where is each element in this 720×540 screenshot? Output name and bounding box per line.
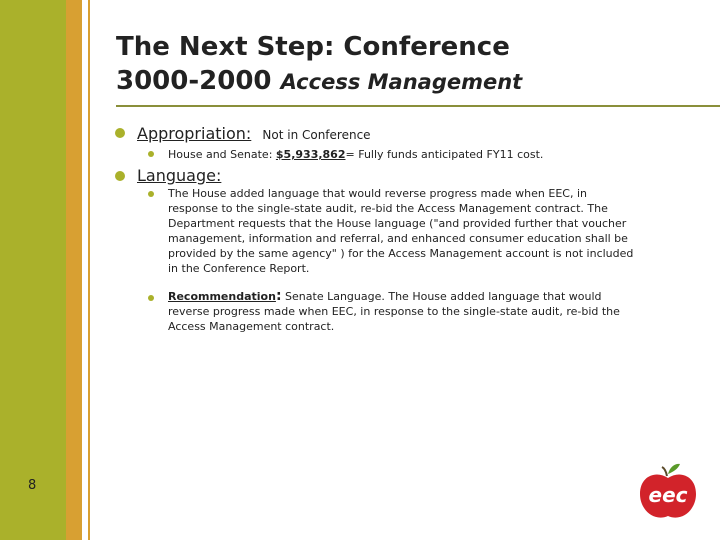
appropriation-amount: $5,933,862	[275, 148, 346, 161]
appropriation-item	[137, 124, 371, 143]
appropriation-note: Not in Conference	[262, 128, 371, 142]
bullet-icon	[115, 171, 125, 181]
language-detail: The House added language that would reverse progress made when EEC, in response to the single-state audit, re-bid the Access Management contract. The Department requests that the House language ("and provided further that voucher management, information and referral, and enhanced consumer education shall be provided by the same agency" ) for the Access Management account is not included in the Conference Report.	[168, 187, 634, 275]
recommendation-colon: :	[275, 288, 282, 304]
appropriation-detail-prefix: House and Senate:	[168, 148, 276, 161]
sub-bullet-icon	[148, 151, 154, 157]
bullet-icon	[115, 128, 125, 138]
title-subject: Access Management	[280, 70, 523, 94]
recommendation-detail	[168, 289, 638, 334]
sub-bullet-icon	[148, 191, 154, 197]
recommendation-label: Recommendation	[168, 290, 276, 303]
title-code: 3000-2000	[116, 66, 281, 96]
decorative-band-gold	[66, 0, 82, 540]
language-heading: Language:	[137, 166, 222, 185]
decorative-band-olive	[0, 0, 66, 540]
apple-logo	[636, 460, 700, 524]
title-line-1: The Next Step: Conference	[116, 32, 510, 62]
language-item	[137, 166, 221, 185]
appropriation-detail-suffix: = Fully funds anticipated FY11 cost.	[345, 148, 544, 161]
decorative-band-line	[88, 0, 90, 540]
appropriation-heading: Appropriation:	[137, 124, 252, 143]
page-number: 8	[28, 478, 37, 493]
appropriation-detail	[168, 147, 638, 162]
sub-bullet-icon	[148, 295, 154, 301]
title-divider	[116, 105, 720, 107]
slide-title	[116, 30, 676, 99]
recommendation-text: Senate Language. The House added language that would reverse progress made when EEC, in response to the single-state audit, re-bid the Access Management contract.	[168, 290, 620, 333]
title-line-2	[116, 64, 676, 99]
logo-text: eec	[648, 483, 688, 507]
